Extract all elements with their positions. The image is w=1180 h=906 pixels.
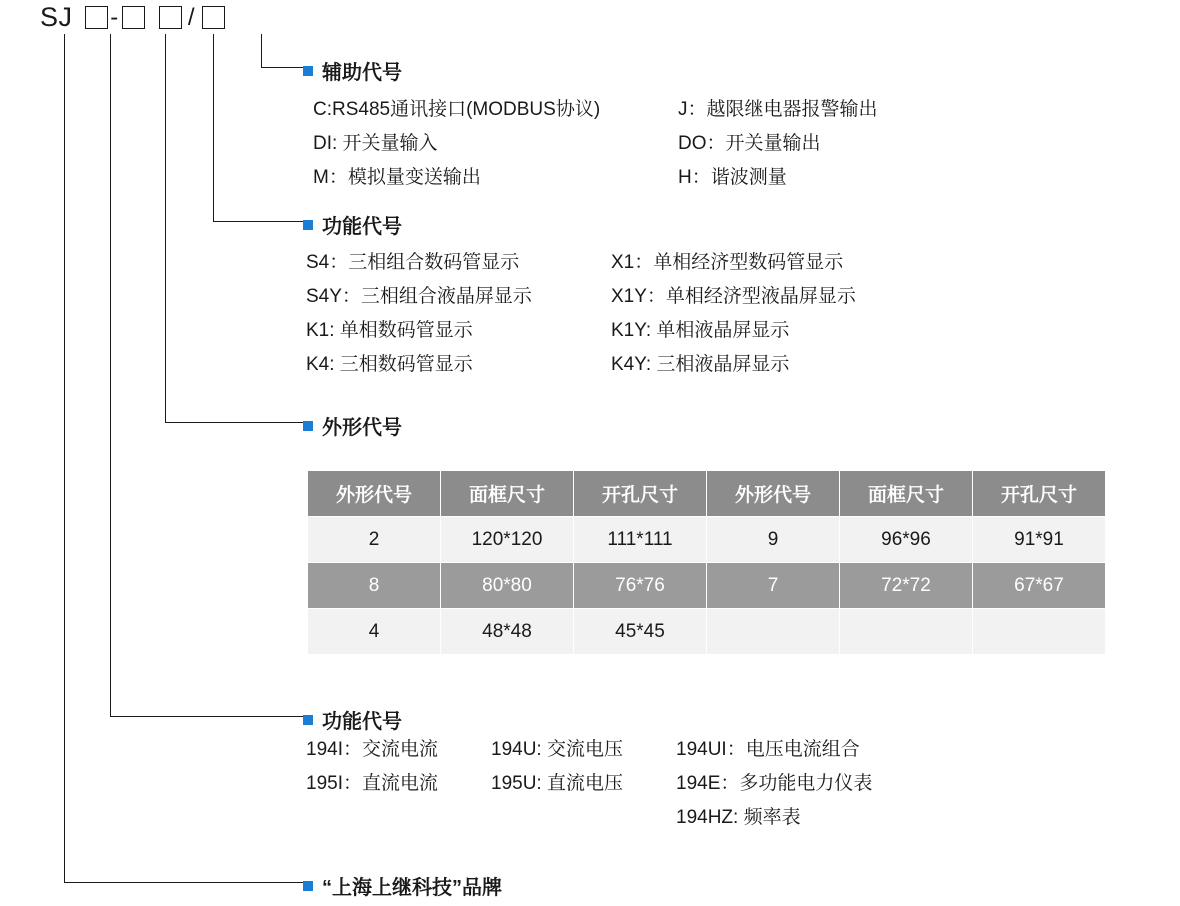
- section-title-shape: 外形代号: [322, 417, 402, 439]
- dimension-table: [307, 470, 1106, 655]
- table-cell: 120*120: [441, 517, 574, 563]
- aux-option-left: DI: 开关量输入: [313, 133, 438, 154]
- model-box-2: [122, 6, 145, 29]
- meter-option-row: [306, 801, 872, 835]
- meter-option-col3: 194E：多功能电力仪表: [676, 773, 873, 794]
- table-header-cell: 面框尺寸: [441, 471, 574, 517]
- aux-option-row: [313, 93, 878, 127]
- meter-option-col2: 195U: 直流电压: [491, 773, 623, 794]
- leader-brand-horizontal: [64, 882, 303, 883]
- table-header-cell: 开孔尺寸: [973, 471, 1106, 517]
- leader-brand-vertical: [64, 34, 65, 882]
- table-header-row: [308, 471, 1106, 517]
- table-cell: 45*45: [574, 609, 707, 655]
- section-title-brand: “上海上继科技”品牌: [322, 877, 502, 899]
- section-heading-shape: [303, 411, 402, 440]
- section-heading-display: [303, 210, 402, 239]
- table-cell: 8: [308, 563, 441, 609]
- aux-option-right: J：越限继电器报警输出: [678, 99, 878, 120]
- display-option-left: K1: 单相数码管显示: [306, 320, 473, 341]
- bullet-icon: [303, 220, 313, 230]
- model-slash: /: [187, 4, 196, 31]
- display-option-right: K4Y: 三相液晶屏显示: [611, 354, 790, 375]
- table-header-cell: 开孔尺寸: [574, 471, 707, 517]
- section-title-meter: 功能代号: [322, 711, 402, 733]
- table-cell: 48*48: [441, 609, 574, 655]
- leader-aux-horizontal: [261, 67, 303, 68]
- model-dash: -: [110, 4, 119, 31]
- aux-option-right: DO：开关量输出: [678, 133, 821, 154]
- meter-option-col3: 194UI：电压电流组合: [676, 739, 860, 760]
- aux-option-right: H：谐波测量: [678, 167, 787, 188]
- meter-option-row: [306, 767, 872, 801]
- aux-option-row: [313, 161, 878, 195]
- display-option-row: [306, 348, 856, 382]
- display-option-right: K1Y: 单相液晶屏显示: [611, 320, 790, 341]
- bullet-icon: [303, 421, 313, 431]
- meter-option-col2: [491, 801, 676, 835]
- display-option-row: [306, 246, 856, 280]
- table-cell: 96*96: [840, 517, 973, 563]
- model-prefix: SJ: [40, 2, 73, 32]
- table-header-cell: 外形代号: [308, 471, 441, 517]
- display-option-left: S4：三相组合数码管显示: [306, 252, 520, 273]
- table-row: [308, 609, 1106, 655]
- aux-options: [313, 93, 878, 195]
- table-cell: 72*72: [840, 563, 973, 609]
- meter-option-col1: 194I：交流电流: [306, 739, 438, 760]
- aux-option-left: C:RS485通讯接口(MODBUS协议): [313, 99, 601, 120]
- table-header-cell: 外形代号: [707, 471, 840, 517]
- model-box-1: [85, 6, 108, 29]
- display-option-row: [306, 314, 856, 348]
- table-cell: 111*111: [574, 517, 707, 563]
- table-cell-empty: [707, 609, 840, 655]
- table-cell: 9: [707, 517, 840, 563]
- table-cell: 67*67: [973, 563, 1106, 609]
- leader-display-vertical: [213, 34, 214, 221]
- display-option-right: X1：单相经济型数码管显示: [611, 252, 844, 273]
- meter-option-col2: 194U: 交流电压: [491, 739, 623, 760]
- section-heading-brand: [303, 871, 502, 900]
- model-code: [40, 2, 225, 33]
- leader-shape-vertical: [165, 34, 166, 422]
- table-cell-empty: [973, 609, 1106, 655]
- table-cell: 2: [308, 517, 441, 563]
- meter-options: [306, 733, 872, 835]
- table-cell: 80*80: [441, 563, 574, 609]
- table-row: [308, 517, 1106, 563]
- leader-meter-horizontal: [110, 716, 303, 717]
- table-cell: 7: [707, 563, 840, 609]
- model-box-3: [159, 6, 182, 29]
- bullet-icon: [303, 881, 313, 891]
- bullet-icon: [303, 66, 313, 76]
- leader-shape-horizontal: [165, 422, 303, 423]
- meter-option-col1: [306, 801, 491, 835]
- aux-option-left: M：模拟量变送输出: [313, 167, 481, 188]
- section-heading-aux: [303, 56, 402, 85]
- table-cell: 91*91: [973, 517, 1106, 563]
- section-heading-meter: [303, 705, 402, 734]
- meter-option-col3: 194HZ: 频率表: [676, 807, 801, 828]
- display-option-left: S4Y：三相组合液晶屏显示: [306, 286, 532, 307]
- table-cell: 76*76: [574, 563, 707, 609]
- model-box-4: [202, 6, 225, 29]
- aux-option-row: [313, 127, 878, 161]
- leader-meter-vertical: [110, 34, 111, 716]
- display-options: [306, 246, 856, 382]
- display-option-right: X1Y：单相经济型液晶屏显示: [611, 286, 856, 307]
- display-option-row: [306, 280, 856, 314]
- leader-aux-vertical: [261, 34, 262, 67]
- leader-display-horizontal: [213, 221, 303, 222]
- section-title-aux: 辅助代号: [322, 62, 402, 84]
- meter-option-row: [306, 733, 872, 767]
- bullet-icon: [303, 715, 313, 725]
- display-option-left: K4: 三相数码管显示: [306, 354, 473, 375]
- table-header-cell: 面框尺寸: [840, 471, 973, 517]
- section-title-display: 功能代号: [322, 216, 402, 238]
- table-cell-empty: [840, 609, 973, 655]
- meter-option-col1: 195I：直流电流: [306, 773, 438, 794]
- table-row: [308, 563, 1106, 609]
- table-cell: 4: [308, 609, 441, 655]
